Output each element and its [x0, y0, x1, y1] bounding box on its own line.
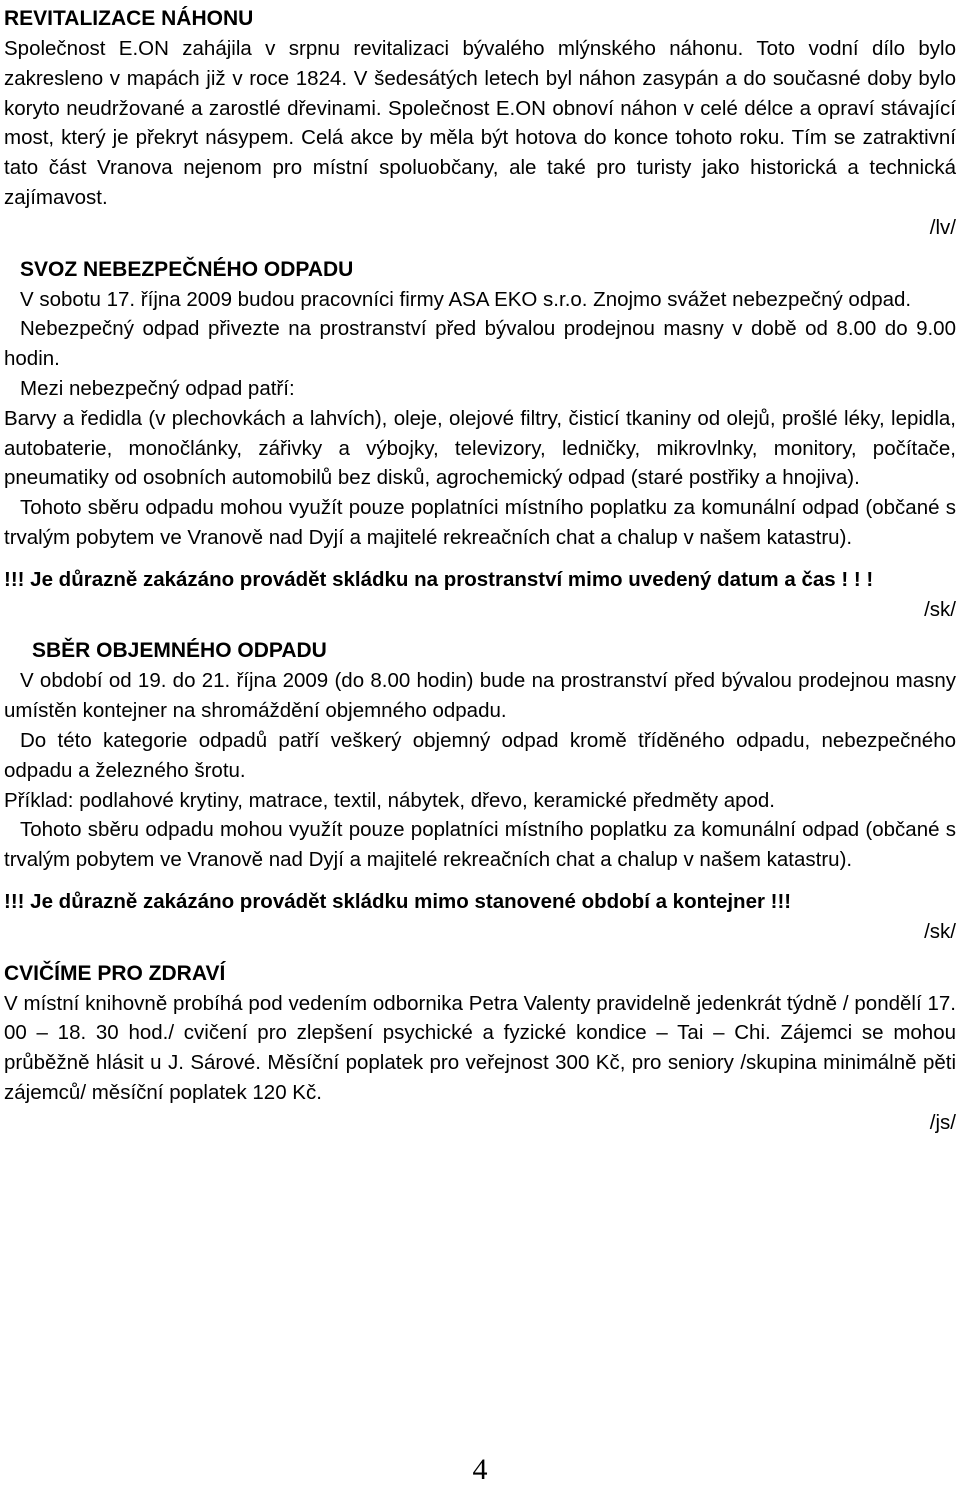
- paragraph: Tohoto sběru odpadu mohou využít pouze poplatníci místního poplatku za komunální odpad (občané s trvalým pobytem ve Vranově nad Dyjí a majitelé rekreačních chat a chalup v našem katastru).: [4, 496, 956, 549]
- page-number: 4: [472, 1453, 488, 1486]
- section-cvicime-pro-zdravi: [4, 959, 956, 1138]
- paragraph: Příklad: podlahové krytiny, matrace, textil, nábytek, dřevo, keramické předměty apod.: [4, 788, 776, 812]
- paragraph: Tohoto sběru odpadu mohou využít pouze poplatníci místního poplatku za komunální odpad (občané s trvalým pobytem ve Vranově nad Dyjí a majitelé rekreačních chat a chalup v našem katastru).: [4, 818, 956, 872]
- section-title: REVITALIZACE NÁHONU: [4, 7, 254, 30]
- section-revitalizace: [4, 4, 956, 243]
- paragraph: V období od 19. do 21. října 2009 (do 8.00 hodin) bude na prostranství před bývalou prodejnou masny umístěn kontejner na shromáždění objemného odpadu.: [4, 669, 956, 723]
- section-title: SBĚR OBJEMNÉHO ODPADU: [32, 639, 327, 663]
- paragraph: Do této kategorie odpadů patří veškerý objemný odpad kromě tříděného odpadu, nebezpečného odpadu a železného šrotu.: [4, 728, 956, 782]
- paragraph: Společnost E.ON zahájila v srpnu revitalizaci bývalého mlýnského náhonu. Toto vodní dílo bylo zakresleno v mapách již v roce 1824. V šedesátých letech byl náhon zasypán a do současné doby bylo koryto neudržované a zarostlé dřevinami. Společnost E.ON obnoví náhon v celé délce a opraví stávající most, který je překryt násypem. Celá akce by měla být hotova do konce tohoto roku. Tím se zatraktivní tato část Vranova nejenom pro místní spoluobčany, ale také pro turisty jako historická a technická zajímavost.: [4, 37, 956, 209]
- section-title: SVOZ NEBEZPEČNÉHO ODPADU: [20, 257, 354, 281]
- section-sber-objemneho-odpadu: [4, 636, 956, 946]
- author-signature: /sk/: [924, 919, 956, 943]
- author-signature: /js/: [929, 1110, 956, 1134]
- author-signature: /lv/: [929, 215, 956, 239]
- waste-list: Barvy a ředidla (v plechovkách a lahvích), oleje, olejové filtry, čisticí tkaniny od olejů, prošlé léky, lepidla, autobaterie, monočlánky, zářivky a výbojky, televizory, ledničky, mikrovlnky, monitory, počítače, pneumatiky od osobních automobilů bez disků, agrochemický odpad (staré postřiky a hnojiva).: [4, 406, 956, 490]
- paragraph: V místní knihovně probíhá pod vedením odbornika Petra Valenty pravidelně jedenkrát týdně / pondělí 17. 00 – 18. 30 hod./ cvičení pro zlepšení psychické a fyzické kondice – Tai – Chi. Zájemci se mohou průběžně hlásit u J. Sárové. Měsíční poplatek pro veřejnost 300 Kč, pro seniory /skupina minimálně pěti zájemců/ měsíční poplatek 120 Kč.: [4, 991, 956, 1104]
- author-signature: /sk/: [924, 597, 956, 621]
- paragraph: Nebezpečný odpad přivezte na prostranství před bývalou prodejnou masny v době od 8.00 do 9.00 hodin.: [4, 317, 956, 371]
- paragraph: Mezi nebezpečný odpad patří:: [20, 376, 295, 400]
- warning: !!! Je důrazně zakázáno provádět skládku mimo stanovené období a kontejner !!!: [4, 889, 792, 913]
- section-svoz-nebezpecneho-odpadu: [4, 255, 956, 625]
- warning: !!! Je důrazně zakázáno provádět skládku na prostranství mimo uvedený datum a čas ! ! !: [4, 567, 874, 591]
- document-page: [4, 0, 956, 1138]
- paragraph: V sobotu 17. října 2009 budou pracovníci firmy ASA EKO s.r.o. Znojmo svážet nebezpečný odpad.: [20, 287, 912, 311]
- section-title: CVIČÍME PRO ZDRAVÍ: [4, 961, 226, 985]
